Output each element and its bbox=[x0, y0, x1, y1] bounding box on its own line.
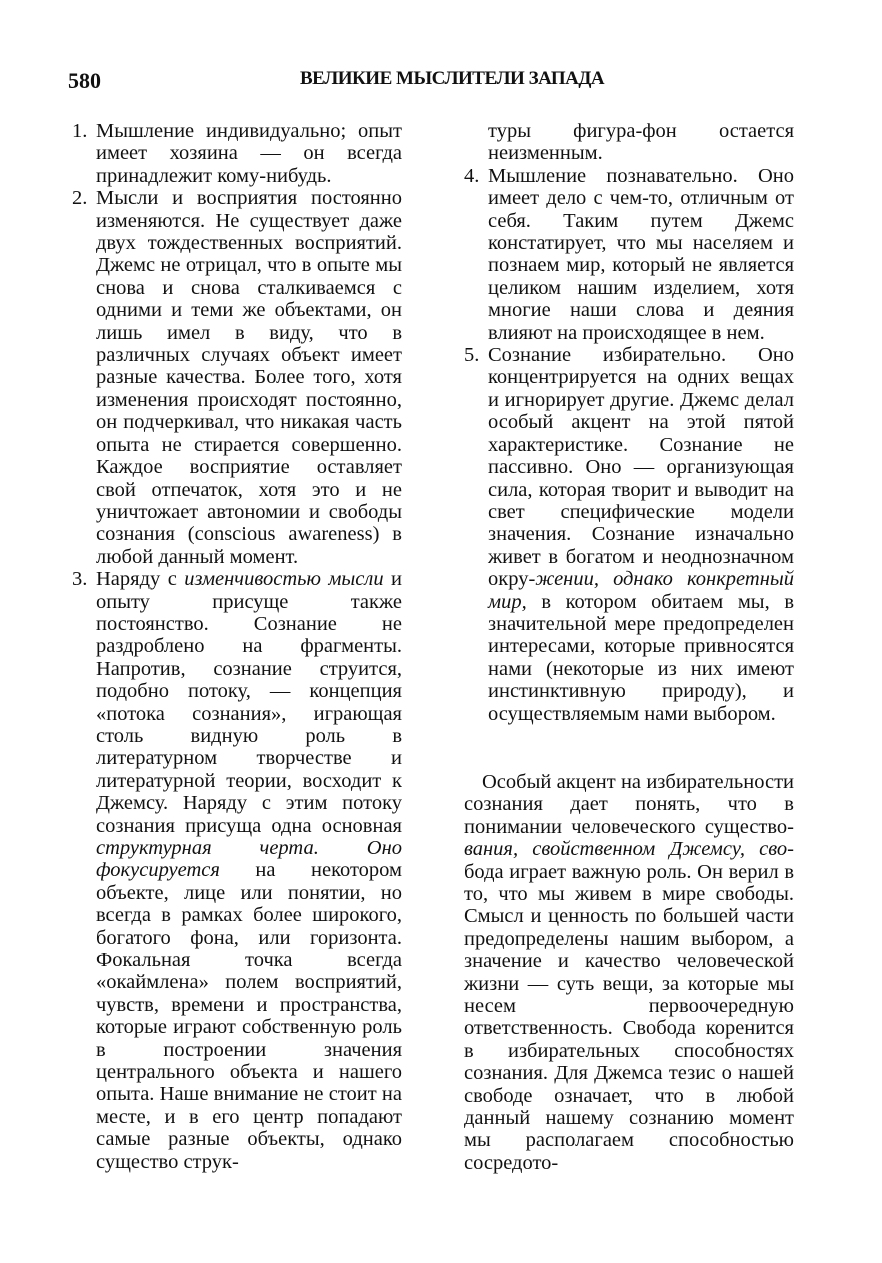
italic-text: изменчивостью мысли bbox=[184, 568, 384, 591]
list-item-3-continuation bbox=[464, 120, 794, 165]
list-item-2 bbox=[72, 187, 402, 568]
list-item-text: туры фигура-фон остается неизменным. bbox=[488, 120, 794, 165]
list-item-text: Мышление индивидуально; опыт имеет хозяина — он всегда принадлежит кому-нибудь. bbox=[96, 120, 402, 187]
list-item-text: Наряду с bbox=[96, 568, 185, 591]
list-item-number: 3. bbox=[72, 568, 88, 591]
list-item-number: 5. bbox=[464, 344, 480, 367]
paragraph-text: Особый акцент на избирательности сознания дает понять, что в понимании человеческого существо- bbox=[464, 770, 794, 838]
list-item-text: и опыту присуще также постоянство. Сознание не раздроблено на фрагменты. Напротив, сознание струится, подобно потоку, — концепция «потока сознания», играющая столь видную роль в литературном творчестве и литературной теории, восходит к Джемсу. Наряду с этим потоку сознания присуща одна основная bbox=[96, 568, 402, 837]
list-item-text: в котором обитаем мы, в значительной мере предопределен интересами, которые привносятся нами (некоторые из них имеют инстинктивную природу), и осуществляемым нами выбором. bbox=[488, 590, 794, 725]
list-item-text: Мышление познавательно. Оно имеет дело с чем-то, отличным от себя. Таким путем Джемс констатирует, что мы населяем и познаем мир, который не является целиком нашим изделием, хотя многие наши слова и деяния влияют на происходящее в нем. bbox=[488, 164, 794, 344]
list-item-number: 1. bbox=[72, 120, 88, 142]
running-title: ВЕЛИКИЕ МЫСЛИТЕЛИ ЗАПАДА bbox=[300, 68, 605, 89]
paragraph-text: бода играет важную роль. Он верил в то, что мы живем в мире свободы. Смысл и ценность по большей части предопределены нашим выбором, а значение и качество человеческой жизни — суть вещи, за которые мы несем первоочередную ответственность. Свобода коренится в избирательных способностях сознания. Для Джемса тезис о нашей свободе означает, что в любой данный нашему сознанию момент мы располагаем способностью сосредото- bbox=[464, 860, 794, 1174]
list-item-number: 2. bbox=[72, 187, 88, 210]
body-paragraph bbox=[464, 771, 794, 1174]
list-item-1 bbox=[72, 120, 402, 187]
italic-text: вания, свойственном Джемсу, сво- bbox=[464, 838, 794, 861]
italic-text: жении, однако конкретный мир, bbox=[488, 568, 794, 613]
list-item-text: Мысли и восприятия постоянно изменяются. Не существует даже двух тождественных восприятий. Джемс не отрицал, что в опыте мы снова и снова сталкиваемся с одними и теми же объектами, он лишь имел в виду, что в различных случаях объект имеет разные качества. Более того, хотя изменения происходят постоянно, он подчеркивал, что никакая часть опыта не стирается совершенно. Каждое восприятие оставляет свой отпечаток, хотя это и не уничтожает автономии и свободы сознания (conscious awareness) в любой данный момент. bbox=[96, 187, 402, 568]
page-header bbox=[68, 68, 828, 98]
list-item-number: 4. bbox=[464, 164, 480, 187]
right-column bbox=[464, 120, 794, 1174]
list-item-3 bbox=[72, 568, 402, 1173]
list-item-text: Сознание избирательно. Оно концентрируется на одних вещах и игнорирует другие. Джемс делал особый акцент на этой пятой характеристике. Сознание не пассивно. Оно — организующая сила, которая творит и выводит на свет специфические модели значения. Сознание изначально живет в богатом и неоднозначном окру- bbox=[488, 344, 794, 591]
left-column bbox=[72, 120, 402, 1173]
list-item-5 bbox=[464, 344, 794, 725]
list-item-4 bbox=[464, 165, 794, 344]
page-number: 580 bbox=[68, 68, 101, 93]
list-item-text: на некотором объекте, лице или понятии, но всегда в рамках более широкого, богатого фона, или горизонта. Фокальная точка всегда «окаймлена» полем восприятий, чувств, времени и пространства, которые играют собственную роль в построении значения центрального объекта и нашего опыта. Наше внимание не стоит на месте, и в его центр попадают самые разные объекты, однако существо струк- bbox=[96, 859, 402, 1173]
italic-text: структурная черта. Оно фокусируется bbox=[96, 837, 402, 882]
